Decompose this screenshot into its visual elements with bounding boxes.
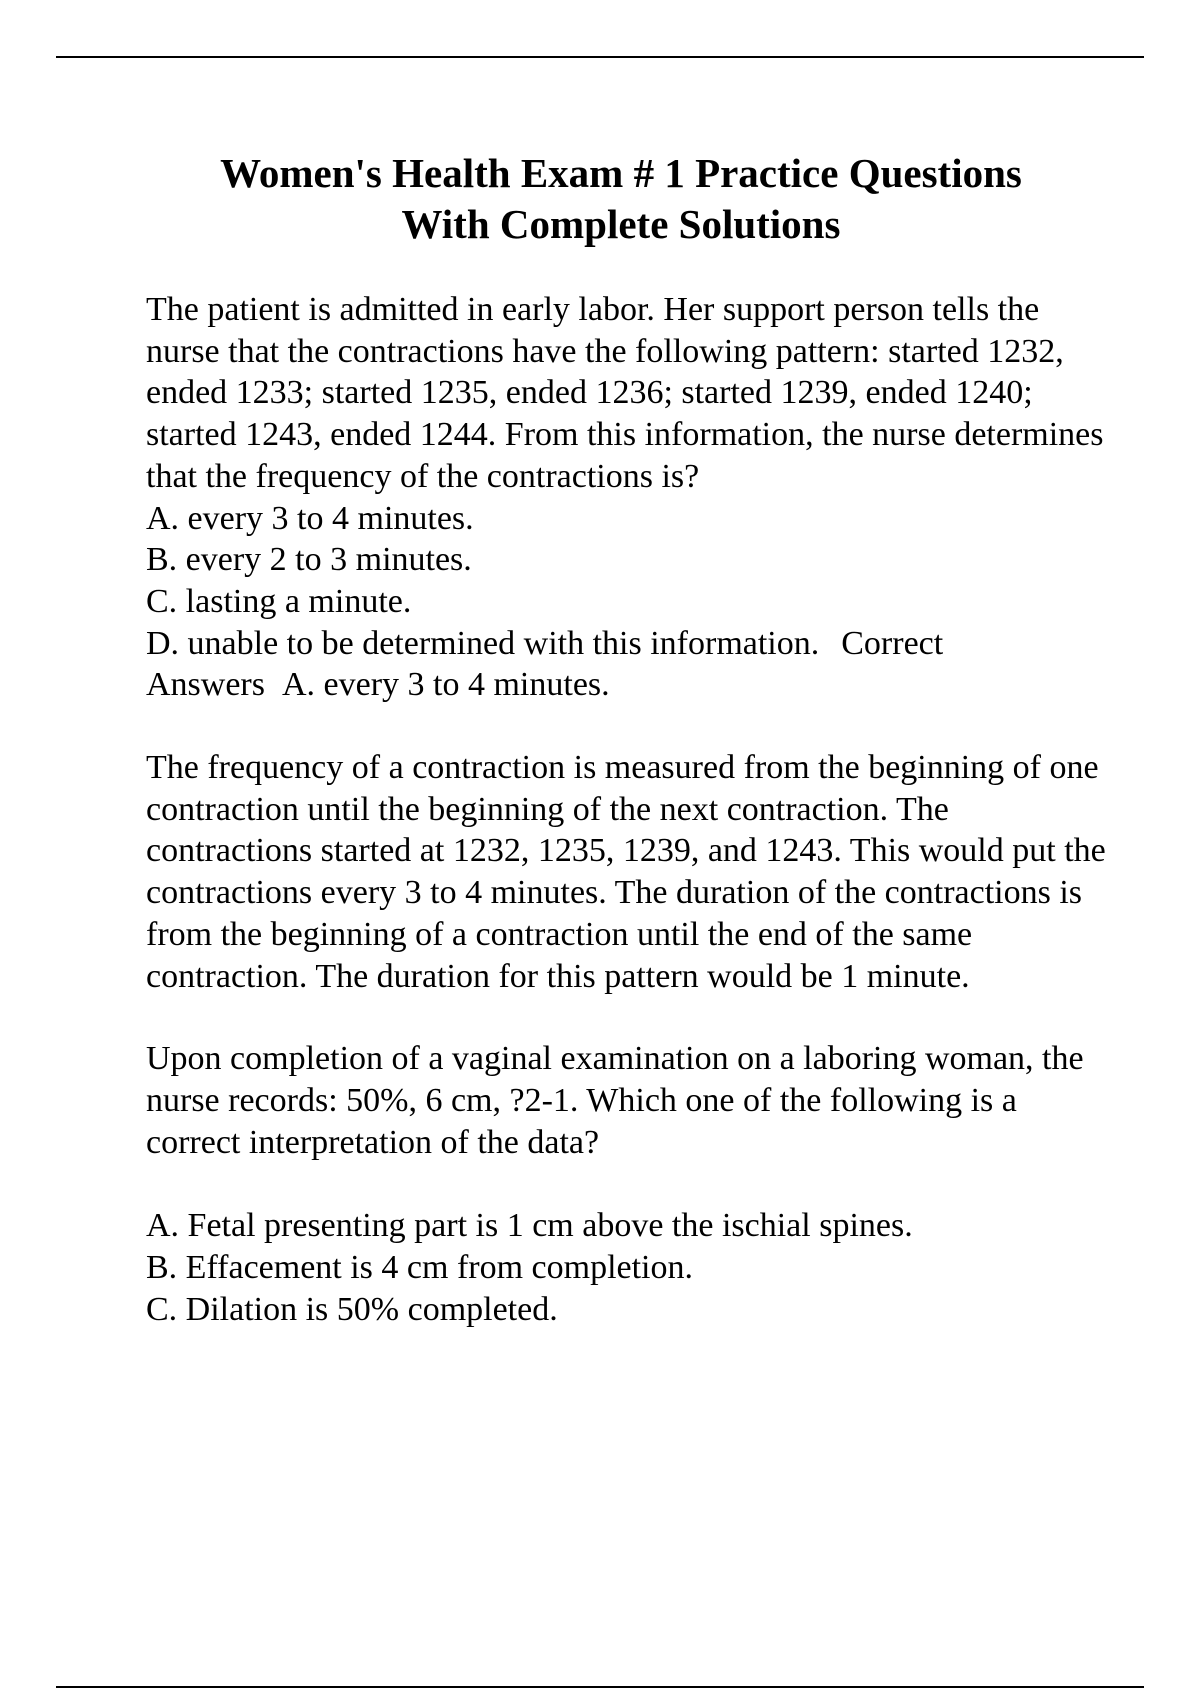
- header-rule: [56, 56, 1144, 58]
- title-line-2: With Complete Solutions: [401, 201, 841, 247]
- document-title: [56, 148, 1186, 250]
- paragraph-spacer: [146, 706, 1106, 747]
- question-1-option-b: B. every 2 to 3 minutes.: [146, 541, 472, 579]
- question-1-stem: The patient is admitted in early labor. Her support person tells the nurse that the contractions have the following pattern: started 1232, ended 1233; started 1235, ended 1236; started 1239, ended 1240; started 1243, ended 1244. From this information, the nurse determines that the frequency of the contractions is?: [146, 291, 1104, 495]
- question-2-option-a: A. Fetal presenting part is 1 cm above the ischial spines.: [146, 1207, 913, 1245]
- title-line-1: Women's Health Exam # 1 Practice Questions: [220, 150, 1022, 196]
- question-1-option-a: A. every 3 to 4 minutes.: [146, 499, 474, 537]
- question-1-option-c: C. lasting a minute.: [146, 582, 412, 620]
- document-body: [146, 289, 1106, 1330]
- question-1-option-d-with-answer: [146, 623, 1106, 706]
- correct-answer-label: Correct Answers: [146, 624, 944, 704]
- question-2-option-b: B. Effacement is 4 cm from completion.: [146, 1249, 694, 1287]
- question-2-option-c: C. Dilation is 50% completed.: [146, 1290, 558, 1328]
- footer-rule: [56, 1686, 1144, 1688]
- paragraph-spacer: [146, 1163, 1106, 1205]
- question-2-stem: Upon completion of a vaginal examination on a laboring woman, the nurse records: 50%, 6 cm, ?2-1. Which one of the following is a correct interpretation of the data?: [146, 1040, 1084, 1161]
- correct-answer-value: A. every 3 to 4 minutes.: [281, 666, 610, 704]
- paragraph-spacer: [146, 997, 1106, 1038]
- question-1-rationale: The frequency of a contraction is measured from the beginning of one contraction until the beginning of the next contraction. The contractions started at 1232, 1235, 1239, and 1243. This would put the contractions every 3 to 4 minutes. The duration of the contractions is from the beginning of a contraction until the end of the same contraction. The duration for this pattern would be 1 minute.: [146, 749, 1106, 995]
- question-1-option-d: D. unable to be determined with this information.: [146, 624, 820, 662]
